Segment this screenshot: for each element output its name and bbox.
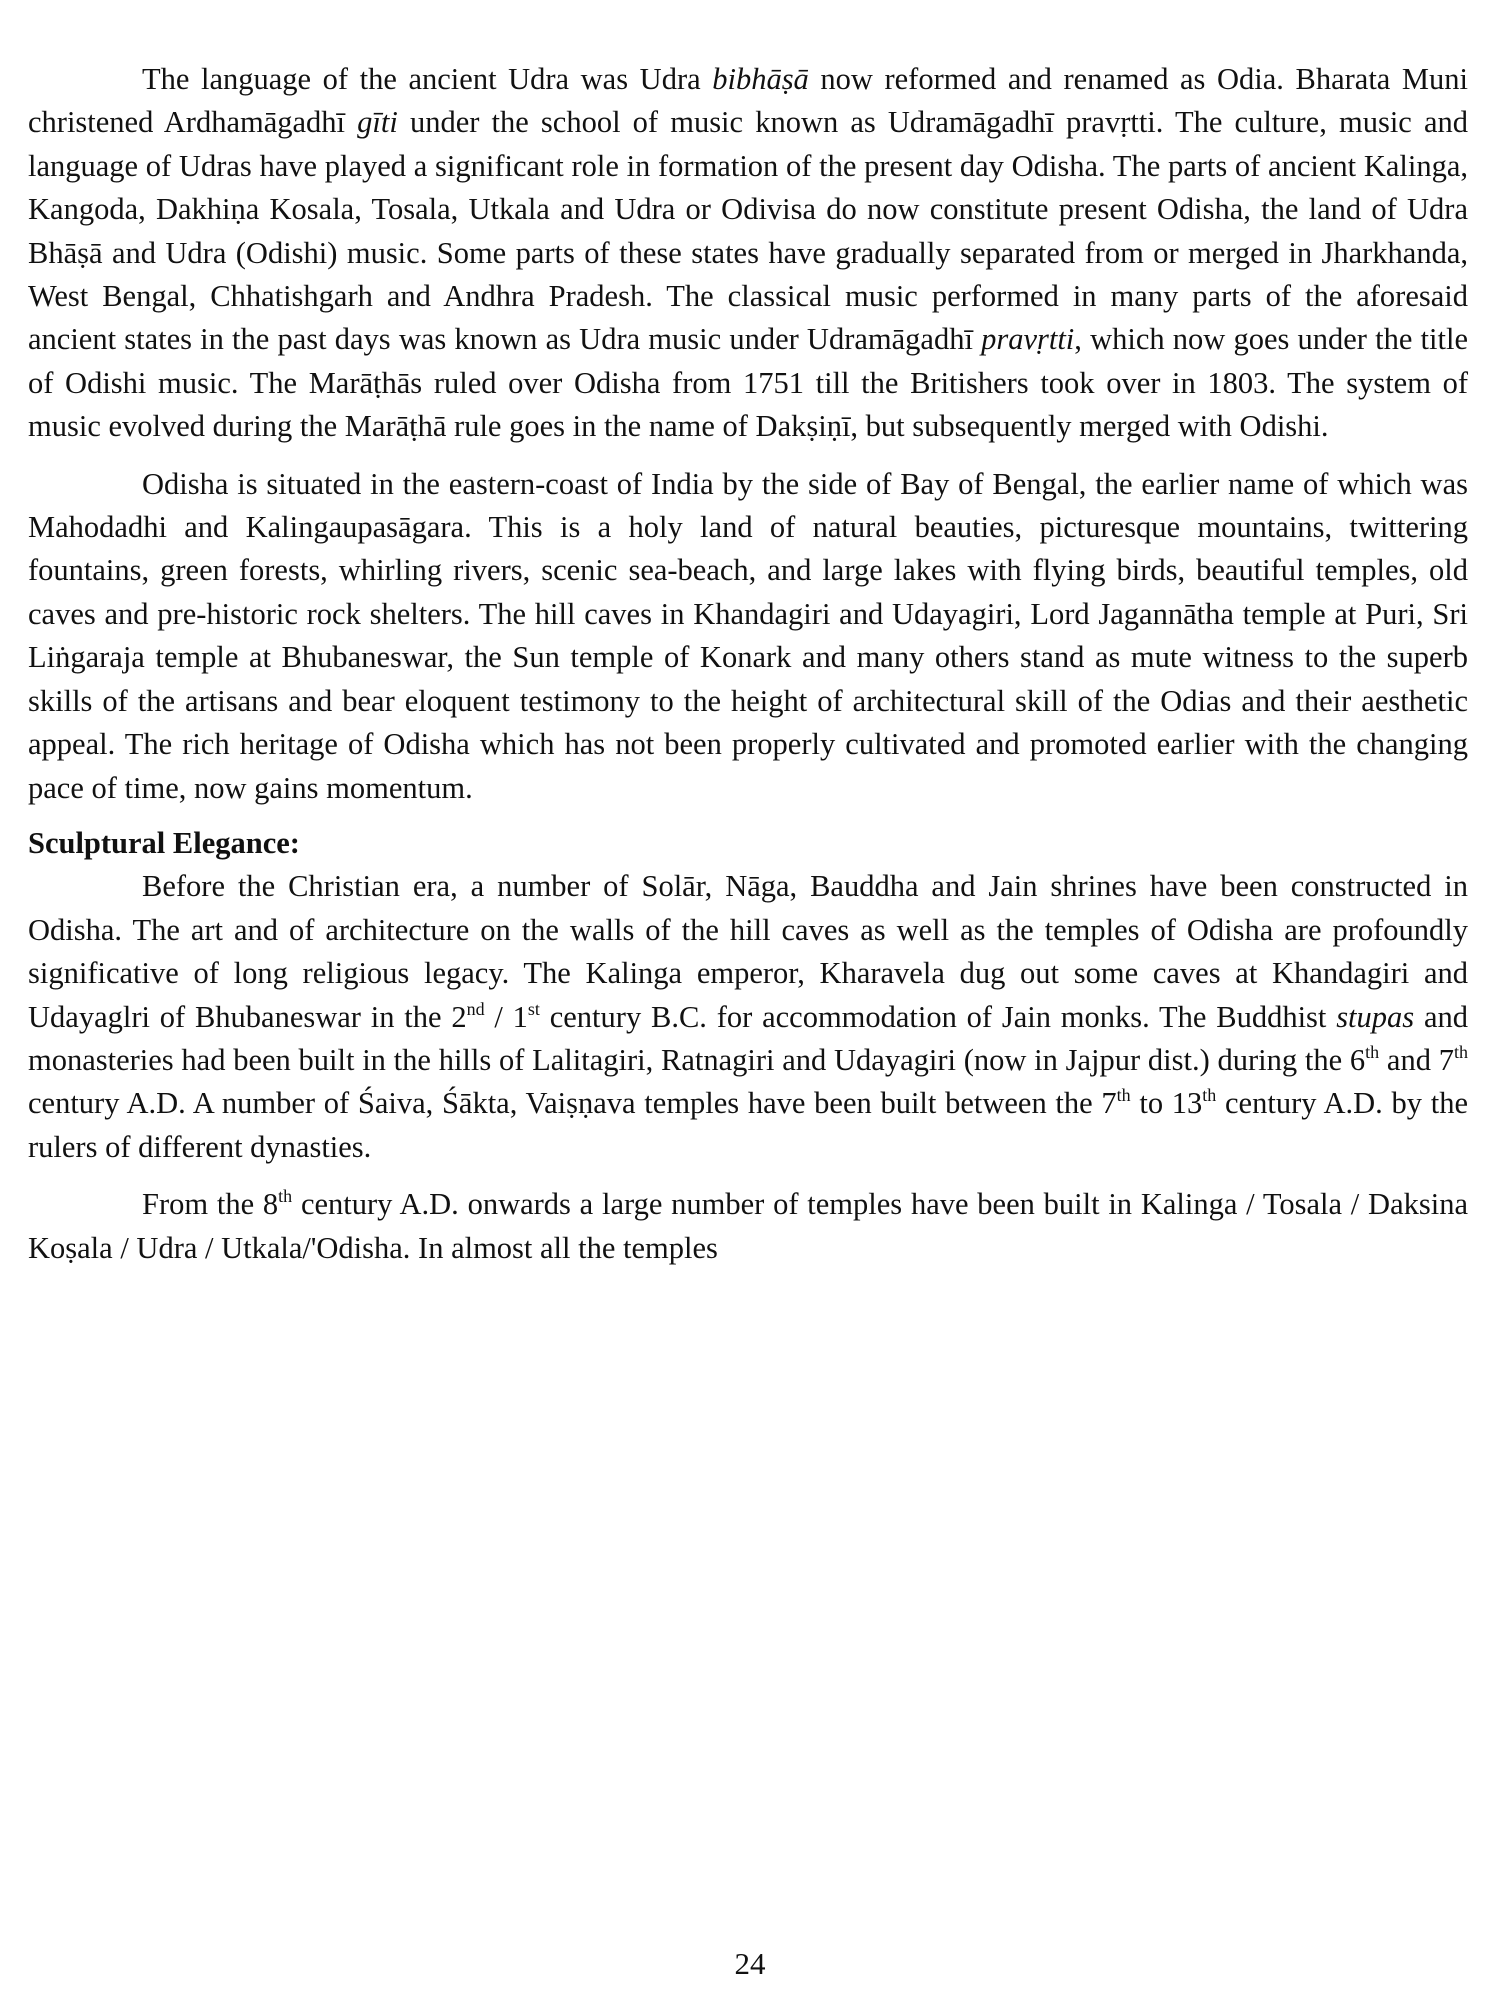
section-heading-sculptural-elegance: Sculptural Elegance: — [28, 825, 300, 860]
paragraph-shrines-history: Before the Christian era, a number of Solār, Nāga, Bauddha and Jain shrines have been constructed in Odisha. The art and of architecture on the walls of the hill caves as well as the temples of Odisha are profoundly significative of long religious legacy. The Kalinga emperor, Kharavela dug out some caves at Khandagiri and Udayaglri of Bhubaneswar in the 2nd / 1st century B.C. for accommodation of Jain monks. The Buddhist stupas and monasteries had been built in the hills of Lalitagiri, Ratnagiri and Udayagiri (now in Jajpur dist.) during the 6th and 7th century A.D. A number of Śaiva, Śākta, Vaiṣṇava temples have been built between the 7th to 13th century A.D. by the rulers of different dynasties. — [28, 869, 1468, 1164]
paragraph-odisha-geography: Odisha is situated in the eastern-coast of India by the side of Bay of Bengal, the earlier name of which was Mahodadhi and Kalingaupasāgara. This is a holy land of natural beauties, picturesque mountains, twittering fountains, green forests, whirling rivers, scenic sea-beach, and large lakes with flying birds, beautiful temples, old caves and pre-historic rock shelters. The hill caves in Khandagiri and Udayagiri, Lord Jagannātha temple at Puri, Sri Liṅgaraja temple at Bhubaneswar, the Sun temple of Konark and many others stand as mute witness to the superb skills of the artisans and bear eloquent testimony to the height of architectural skill of the Odias and their aesthetic appeal. The rich heritage of Odisha which has not been properly cultivated and promoted earlier with the changing pace of time, now gains momentum. — [28, 466, 1468, 805]
page-body — [28, 58, 1468, 1270]
italic-term: stupas — [1336, 999, 1415, 1034]
ordinal-suffix: st — [527, 998, 540, 1019]
ordinal-suffix: th — [278, 1186, 293, 1207]
ordinal-suffix: th — [1453, 1041, 1468, 1062]
ordinal-suffix: th — [1116, 1085, 1131, 1106]
ordinal-suffix: th — [1365, 1041, 1380, 1062]
italic-term: bibhāṣā — [712, 62, 809, 96]
page-number: 24 — [734, 1946, 766, 1981]
ordinal-suffix: th — [1202, 1085, 1217, 1106]
ordinal-suffix: nd — [466, 998, 485, 1019]
italic-term: gīti — [357, 105, 398, 140]
paragraph-temples-eighth-century: From the 8th century A.D. onwards a large number of temples have been built in Kalinga / Tosala / Daksina Koṣala / Udra / Utkala/'Odisha. In almost all the temples — [28, 1186, 1468, 1265]
paragraph-udra-language: The language of the ancient Udra was Udra bibhāṣā now reformed and renamed as Odia. Bharata Muni christened Ardhamāgadhī gīti under the school of music known as Udramāgadhī pravṛtti. The culture, music and language of Udras have played a significant role in formation of the present day Odisha. The parts of ancient Kalinga, Kangoda, Dakhiṇa Kosala, Tosala, Utkala and Udra or Odivisa do now constitute present Odisha, the land of Udra Bhāṣā and Udra (Odishi) music. Some parts of these states have gradually separated from or merged in Jharkhanda, West Bengal, Chhatishgarh and Andhra Pradesh. The classical music performed in many parts of the aforesaid ancient states in the past days was known as Udra music under Udramāgadhī pravṛtti, which now goes under the title of Odishi music. The Marāṭhās ruled over Odisha from 1751 till the Britishers took over in 1803. The system of music evolved during the Marāṭhā rule goes in the name of Dakṣiṇī, but subsequently merged with Odishi. — [28, 62, 1468, 444]
italic-term: pravṛtti — [981, 322, 1075, 357]
